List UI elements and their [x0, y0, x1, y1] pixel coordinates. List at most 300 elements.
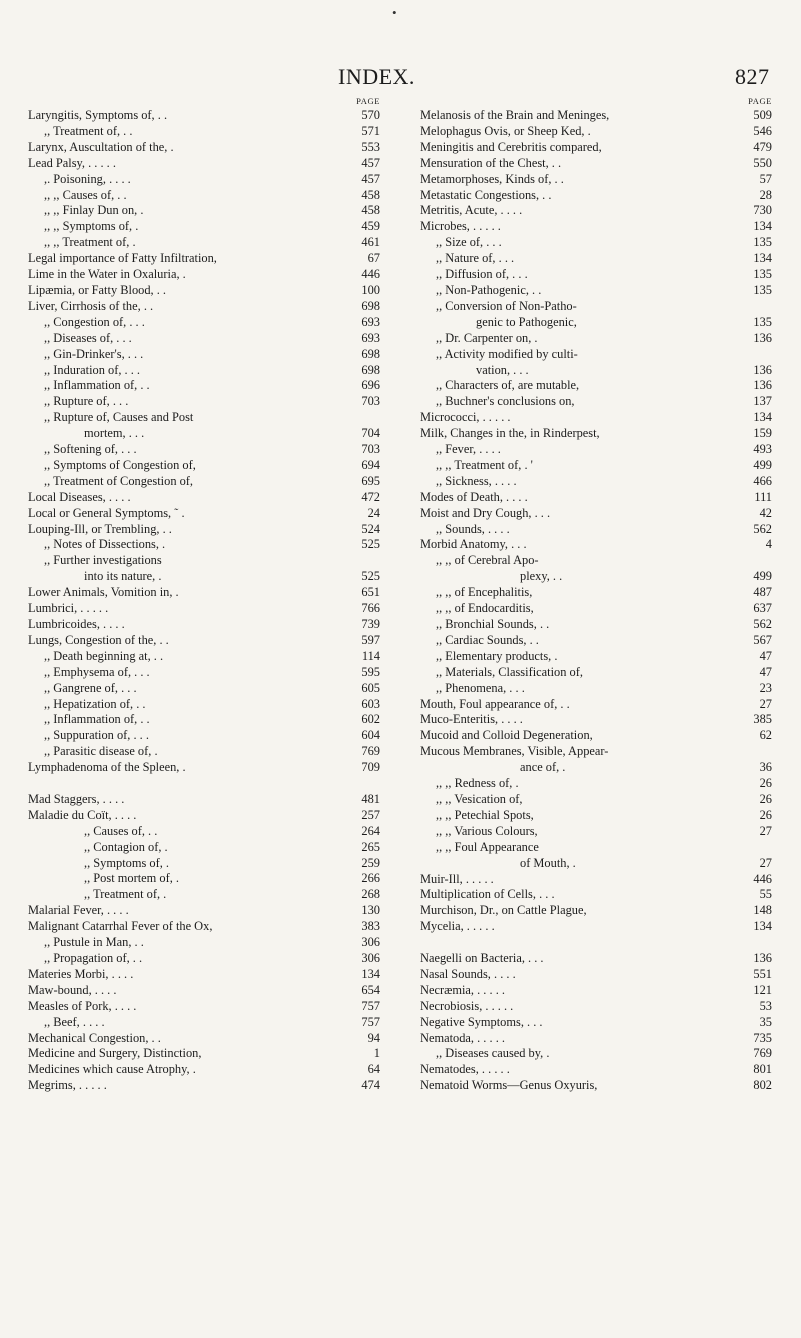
index-entry-page: 57	[759, 171, 772, 186]
index-entry-text: ,, Suppuration of, . . .	[44, 728, 149, 743]
index-entry-page: 458	[361, 203, 380, 218]
index-entry-page: 562	[753, 617, 772, 631]
index-entry	[420, 1078, 772, 1094]
index-entry	[28, 490, 380, 506]
index-entry	[28, 537, 380, 553]
index-entry-text: ,, Inflammation of, . .	[44, 378, 150, 393]
index-entry-page: 603	[361, 696, 380, 711]
index-entry-text: Morbid Anatomy, . . .	[420, 537, 527, 552]
index-entry-page: 94	[367, 1030, 380, 1045]
index-entry	[420, 776, 772, 792]
index-entry-page: 457	[361, 155, 380, 170]
index-entry	[420, 553, 772, 569]
index-entry-page: 698	[361, 346, 380, 361]
index-entry-text: Lead Palsy, . . . . .	[28, 155, 116, 170]
index-entry-text: ,, Inflammation of, . .	[44, 712, 150, 727]
index-entry	[420, 601, 772, 617]
index-entry-text: ,, Elementary products, .	[436, 648, 558, 663]
index-entry	[420, 1062, 772, 1078]
index-entry-text: Necræmia, . . . . .	[420, 982, 505, 997]
index-entry-text: ,, ,, Finlay Dun on, .	[44, 203, 144, 218]
index-entry	[28, 203, 380, 219]
index-entry	[420, 633, 772, 649]
index-entry	[28, 585, 380, 601]
index-entry-text: Mucous Membranes, Visible, Appear-	[420, 744, 609, 759]
index-entry-text: Meningitis and Cerebritis compared,	[420, 139, 602, 154]
index-entry-text: ,, Congestion of, . . .	[44, 314, 145, 329]
index-entry-text: ance of, .	[520, 760, 566, 775]
index-entry	[420, 919, 772, 935]
index-entry-page: 136	[753, 951, 772, 966]
index-entry-text: ,, Gangrene of, . . .	[44, 680, 137, 695]
index-entry-page: 62	[759, 728, 772, 743]
index-entry-text: ,, Activity modified by culti-	[436, 346, 578, 361]
index-entry	[28, 871, 380, 887]
index-entry-page: 769	[753, 1046, 772, 1061]
index-entry-page: 693	[361, 330, 380, 345]
index-entry-text: ,, ,, of Endocarditis,	[436, 601, 534, 616]
index-entry-text: Lymphadenoma of the Spleen, .	[28, 760, 186, 775]
index-entry-text: Muir-Ill, . . . . .	[420, 871, 494, 886]
index-entry	[420, 951, 772, 967]
index-entry	[28, 108, 380, 124]
index-entry-page: 385	[753, 712, 772, 727]
index-entry-page: 27	[759, 823, 772, 838]
index-entry-text: ,, Further investigations	[44, 553, 162, 568]
index-entry-page: 28	[759, 187, 772, 202]
index-entry-text: Maladie du Coït, . . . .	[28, 807, 137, 822]
index-entry-page: 571	[361, 123, 380, 138]
index-entry-page: 135	[753, 235, 772, 250]
index-entry-text: Nematodes, . . . . .	[420, 1062, 510, 1077]
index-entry-page: 696	[361, 378, 380, 393]
index-entry-page: 446	[753, 871, 772, 886]
index-entry	[28, 156, 380, 172]
index-entry-text: ,, Characters of, are mutable,	[436, 378, 580, 393]
index-entry	[28, 1062, 380, 1078]
index-entry-page: 474	[361, 1078, 380, 1093]
index-entry-page: 694	[361, 457, 380, 472]
index-entry	[28, 124, 380, 140]
index-entry	[28, 299, 380, 315]
index-entry-page: 550	[753, 155, 772, 170]
index-entry-text: plexy, . .	[520, 569, 563, 584]
index-entry-page: 26	[759, 807, 772, 822]
index-entry	[420, 649, 772, 665]
index-entry-page: 524	[361, 521, 380, 536]
index-entry-page: 136	[753, 378, 772, 393]
index-entry	[28, 506, 380, 522]
index-entry-page: 570	[361, 108, 380, 122]
index-entry-page: 459	[361, 219, 380, 234]
index-entry-page: 604	[361, 728, 380, 743]
index-entry	[420, 808, 772, 824]
index-entry	[420, 1031, 772, 1047]
index-entry	[420, 442, 772, 458]
index-entry-page: 53	[759, 998, 772, 1013]
index-entry	[28, 426, 380, 442]
index-entry	[420, 712, 772, 728]
index-entry	[28, 601, 380, 617]
index-entry-page: 802	[753, 1078, 772, 1093]
index-entry-text: Micrococci, . . . . .	[420, 410, 511, 425]
index-entry-page: 551	[753, 966, 772, 981]
index-entry	[28, 235, 380, 251]
index-entry-text: Lipæmia, or Fatty Blood, . .	[28, 282, 167, 297]
index-entry	[28, 887, 380, 903]
index-entry-text: Mechanical Congestion, . .	[28, 1030, 161, 1045]
index-entry-page: 257	[361, 807, 380, 822]
index-entry-page: 134	[753, 219, 772, 234]
index-entry-page: 121	[753, 982, 772, 997]
index-entry-text: Microbes, . . . . .	[420, 219, 501, 234]
index-entry	[28, 617, 380, 633]
index-entry-text: Metastatic Congestions, . .	[420, 187, 552, 202]
index-entry-text: ,, Fever, . . . .	[436, 442, 501, 457]
index-entry-text: Nasal Sounds, . . . .	[420, 966, 516, 981]
index-entry-text: Malarial Fever, . . . .	[28, 903, 129, 918]
index-entry	[420, 1046, 772, 1062]
index-entry	[420, 585, 772, 601]
index-entry-text: ,, Diseases of, . . .	[44, 330, 132, 345]
index-entry-page: 757	[361, 1014, 380, 1029]
index-entry-page: 472	[361, 489, 380, 504]
index-entry	[420, 315, 772, 331]
index-entry-text: Medicines which cause Atrophy, .	[28, 1062, 196, 1077]
index-entry	[28, 1046, 380, 1062]
index-entry-text: Lumbrici, . . . . .	[28, 601, 109, 616]
index-entry-text: Nematoid Worms—Genus Oxyuris,	[420, 1078, 598, 1093]
index-entry-text: Melophagus Ovis, or Sheep Ked, .	[420, 123, 591, 138]
index-entry-text: Local or General Symptoms, ˜ .	[28, 505, 185, 520]
index-entry-text: ,, Rupture of, . . .	[44, 394, 129, 409]
index-entry-text: Negative Symptoms, . . .	[420, 1014, 543, 1029]
index-entry-text: Muco-Enteritis, . . . .	[420, 712, 523, 727]
index-entry-text: ,, Rupture of, Causes and Post	[44, 410, 194, 425]
index-entry-text: Lower Animals, Vomition in, .	[28, 585, 179, 600]
index-entry-page: 562	[753, 521, 772, 536]
index-entry	[28, 474, 380, 490]
index-entry-page: 111	[754, 489, 772, 504]
index-entry-page: 493	[753, 442, 772, 457]
index-entry	[420, 840, 772, 856]
index-entry	[28, 188, 380, 204]
index-entry-text: ,, Nature of, . . .	[436, 251, 515, 266]
index-entry-text: ,, Sickness, . . . .	[436, 473, 517, 488]
index-entry-text: Nematoda, . . . . .	[420, 1030, 505, 1045]
index-entry-text: ,, ,, Causes of, . .	[44, 187, 127, 202]
index-entry-text: Mouth, Foul appearance of, . .	[420, 696, 570, 711]
index-entry-page: 259	[361, 855, 380, 870]
index-entry-text: ,, Phenomena, . . .	[436, 680, 525, 695]
index-entry	[420, 188, 772, 204]
index-entries-left	[28, 108, 380, 1094]
index-entry-text: Necrobiosis, . . . . .	[420, 998, 514, 1013]
index-entry-text: ,, ,, Treatment of, . '	[436, 457, 533, 472]
index-entry	[28, 315, 380, 331]
index-entry-text: Mad Staggers, . . . .	[28, 791, 125, 806]
index-entry-text: ,, Contagion of, .	[84, 839, 168, 854]
index-entry-text: Mensuration of the Chest, . .	[420, 155, 562, 170]
index-entry-text: ,, Sounds, . . . .	[436, 521, 510, 536]
page-title: INDEX.	[338, 64, 415, 89]
index-entry-text: ,, Induration of, . . .	[44, 362, 141, 377]
index-entry-page: 703	[361, 394, 380, 409]
index-entry	[420, 124, 772, 140]
index-entry-text: ,, Buchner's conclusions on,	[436, 394, 575, 409]
index-entry	[28, 633, 380, 649]
index-entry	[420, 156, 772, 172]
index-entry	[420, 887, 772, 903]
index-entry-page: 481	[361, 791, 380, 806]
index-entry-page: 567	[753, 632, 772, 647]
index-entry	[28, 808, 380, 824]
index-entry	[28, 744, 380, 760]
index-entry	[420, 235, 772, 251]
index-entry	[28, 283, 380, 299]
index-entry-text: Medicine and Surgery, Distinction,	[28, 1046, 202, 1061]
index-entry	[420, 506, 772, 522]
index-entry-text: Lime in the Water in Oxaluria, .	[28, 267, 186, 282]
index-entry	[420, 1015, 772, 1031]
index-entry-text: ,, ,, of Cerebral Apo-	[436, 553, 539, 568]
index-entry	[28, 172, 380, 188]
index-entry	[420, 108, 772, 124]
index-entry-page: 651	[361, 585, 380, 600]
index-entry-page: 148	[753, 903, 772, 918]
index-entry-text: ,, Diffusion of, . . .	[436, 267, 528, 282]
index-entry-text: ,, Bronchial Sounds, . .	[436, 617, 550, 631]
index-entry	[28, 331, 380, 347]
index-entry	[28, 363, 380, 379]
index-entry-page: 159	[753, 426, 772, 441]
index-entry	[28, 728, 380, 744]
index-entry	[420, 569, 772, 585]
index-entry	[420, 935, 772, 951]
index-entry-text: ,, Size of, . . .	[436, 235, 502, 250]
index-entry-text: Megrims, . . . . .	[28, 1078, 107, 1093]
index-entry-text: ,, Causes of, . .	[84, 823, 158, 838]
index-entry	[420, 410, 772, 426]
index-entry-text: ,, Death beginning at, . .	[44, 648, 164, 663]
index-entry-page: 693	[361, 314, 380, 329]
index-entry-text: ,, Propagation of, . .	[44, 951, 143, 966]
index-entry-page: 134	[361, 966, 380, 981]
index-entry-text: Louping-Ill, or Trembling, . .	[28, 521, 172, 536]
index-entry-page: 130	[361, 903, 380, 918]
index-entry	[28, 410, 380, 426]
index-entry-page: 546	[753, 123, 772, 138]
index-entry-page: 553	[361, 139, 380, 154]
page-mark: •	[392, 5, 397, 20]
index-entry-text: ,, ,, Vesication of,	[436, 791, 523, 806]
index-entry-text: vation, . . .	[476, 362, 529, 377]
index-entry-page: 264	[361, 823, 380, 838]
index-entry-page: 739	[361, 617, 380, 631]
index-entry-page: 735	[753, 1030, 772, 1045]
index-entry-text: Mucoid and Colloid Degeneration,	[420, 728, 593, 743]
index-entry-page: 458	[361, 187, 380, 202]
column-page-label: PAGE	[748, 96, 772, 106]
index-entry-text: Liver, Cirrhosis of the, . .	[28, 298, 154, 313]
index-entry	[420, 697, 772, 713]
index-entry-text: ,, Diseases caused by, .	[436, 1046, 550, 1061]
index-entry-page: 136	[753, 362, 772, 377]
index-entry-page: 23	[759, 680, 772, 695]
index-entry-text: Maw-bound, . . . .	[28, 982, 117, 997]
index-entry	[28, 935, 380, 951]
index-entry	[420, 347, 772, 363]
index-entry-text: Materies Morbi, . . . .	[28, 966, 134, 981]
index-entry-text: Melanosis of the Brain and Meninges,	[420, 108, 610, 122]
index-entry-page: 525	[361, 569, 380, 584]
index-entry-page: 135	[753, 314, 772, 329]
index-entry	[28, 553, 380, 569]
index-entry-text: ,, Parasitic disease of, .	[44, 744, 158, 759]
index-entry-page: 27	[759, 696, 772, 711]
index-entry-page: 26	[759, 776, 772, 791]
index-entry-page: 703	[361, 442, 380, 457]
index-column-left	[28, 94, 380, 1094]
index-entry-text: ,, ,, Foul Appearance	[436, 839, 539, 854]
index-entry-text: Metamorphoses, Kinds of, . .	[420, 171, 564, 186]
index-entry-page: 499	[753, 457, 772, 472]
index-entry-text: Larynx, Auscultation of the, .	[28, 139, 174, 154]
index-entry	[28, 1031, 380, 1047]
index-entry	[420, 728, 772, 744]
index-entry	[28, 569, 380, 585]
index-entry-text: ,, ,, Treatment of, .	[44, 235, 136, 250]
index-entry-text: ,, Non-Pathogenic, . .	[436, 282, 542, 297]
index-entry-page: 36	[759, 760, 772, 775]
index-entry	[420, 999, 772, 1015]
index-entry	[28, 394, 380, 410]
index-entry	[28, 522, 380, 538]
index-entry-page: 134	[753, 251, 772, 266]
index-entry-text: Modes of Death, . . . .	[420, 489, 528, 504]
index-entry	[420, 251, 772, 267]
index-entry-text: Mycelia, . . . . .	[420, 919, 495, 934]
index-entry	[420, 744, 772, 760]
index-entry	[420, 378, 772, 394]
index-entry-page: 26	[759, 791, 772, 806]
index-entry	[420, 140, 772, 156]
index-entry-text: Naegelli on Bacteria, . . .	[420, 951, 544, 966]
index-entry	[28, 776, 380, 792]
index-entry-page: 266	[361, 871, 380, 886]
index-entry-page: 134	[753, 410, 772, 425]
index-entry-page: 466	[753, 473, 772, 488]
index-entry-text: ,, ,, Various Colours,	[436, 823, 538, 838]
index-entry-text: ,, Treatment of, . .	[44, 123, 133, 138]
index-entry-page: 446	[361, 267, 380, 282]
index-entry-page: 602	[361, 712, 380, 727]
page-number: 827	[735, 64, 770, 89]
index-entry-text: Local Diseases, . . . .	[28, 489, 131, 504]
index-entry	[420, 792, 772, 808]
index-entry-page: 67	[367, 251, 380, 266]
index-entry-page: 525	[361, 537, 380, 552]
index-entry-text: ,, ,, Petechial Spots,	[436, 807, 534, 822]
index-entry	[28, 919, 380, 935]
index-entry-text: Measles of Pork, . . . .	[28, 998, 137, 1013]
index-entry	[28, 140, 380, 156]
index-entry-page: 479	[753, 139, 772, 154]
index-entry-page: 47	[759, 648, 772, 663]
index-entry-text: ,, Treatment of Congestion of,	[44, 473, 194, 488]
index-entry-page: 27	[759, 855, 772, 870]
index-entry	[420, 203, 772, 219]
index-entry	[420, 490, 772, 506]
index-entry-text: ,, Softening of, . . .	[44, 442, 137, 457]
index-entry-page: 265	[361, 839, 380, 854]
index-entry	[28, 1078, 380, 1094]
index-entry-page: 637	[753, 601, 772, 616]
index-entry	[420, 219, 772, 235]
index-entry-page: 100	[361, 282, 380, 297]
index-entry	[28, 267, 380, 283]
index-entry-page: 698	[361, 298, 380, 313]
index-entry-text: Lungs, Congestion of the, . .	[28, 632, 169, 647]
index-entry-text: Moist and Dry Cough, . . .	[420, 505, 551, 520]
index-entry	[420, 983, 772, 999]
index-entry-text: ,, Symptoms of Congestion of,	[44, 457, 196, 472]
index-entry	[28, 967, 380, 983]
index-entry-text: ,, Notes of Dissections, .	[44, 537, 166, 552]
index-entry-page: 64	[367, 1062, 380, 1077]
index-entry-text: Milk, Changes in the, in Rinderpest,	[420, 426, 600, 441]
index-entry-text: of Mouth, .	[520, 855, 576, 870]
index-entry-page: 134	[753, 919, 772, 934]
index-entry-page: 709	[361, 760, 380, 775]
index-entry	[28, 951, 380, 967]
index-entry-text: ,, Materials, Classification of,	[436, 664, 583, 679]
index-entry	[420, 426, 772, 442]
index-entry-page: 47	[759, 664, 772, 679]
index-entry-text: ,, ,, of Encephalitis,	[436, 585, 533, 600]
index-entry	[28, 792, 380, 808]
index-entry-text: ,, Cardiac Sounds, . .	[436, 632, 539, 647]
index-entry	[28, 681, 380, 697]
index-entry-text: ,, Pustule in Man, . .	[44, 935, 144, 950]
index-entry	[420, 394, 772, 410]
index-entry	[28, 903, 380, 919]
index-entry	[28, 649, 380, 665]
index-entry-text: ,. Poisoning, . . . .	[44, 171, 131, 186]
index-entry-page: 306	[361, 935, 380, 950]
index-entry-page: 35	[759, 1014, 772, 1029]
index-entry-text: ,, Beef, . . . .	[44, 1014, 105, 1029]
index-entry-text: Lumbricoides, . . . .	[28, 617, 125, 631]
index-entry	[420, 967, 772, 983]
index-entry-page: 597	[361, 632, 380, 647]
index-entry-page: 1	[373, 1046, 380, 1061]
index-entry-text: Legal importance of Fatty Infiltration,	[28, 251, 217, 266]
index-entry	[420, 824, 772, 840]
index-entry-page: 114	[361, 648, 380, 663]
index-entry-page: 499	[753, 569, 772, 584]
index-entry	[28, 219, 380, 235]
index-entry-page: 766	[361, 601, 380, 616]
index-entry-text: ,, Dr. Carpenter on, .	[436, 330, 538, 345]
index-entry-page: 654	[361, 982, 380, 997]
index-entry	[28, 442, 380, 458]
index-entry	[420, 537, 772, 553]
index-entry-text: ,, Post mortem of, .	[84, 871, 179, 886]
index-entry	[420, 267, 772, 283]
index-entry	[420, 522, 772, 538]
index-entry	[28, 824, 380, 840]
